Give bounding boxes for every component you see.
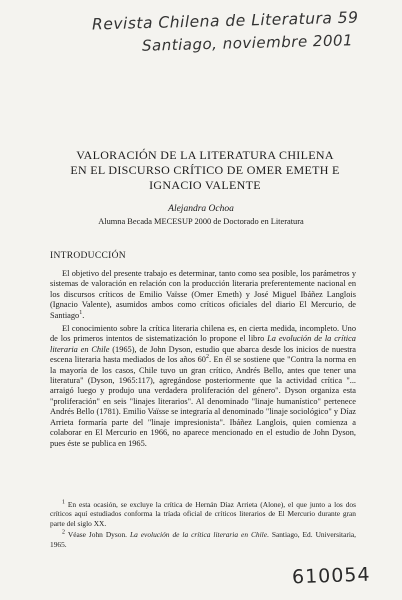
title-line: IGNACIO VALENTE: [149, 178, 261, 192]
paragraph-text: El conocimiento sobre la crítica literaria chilena es, en cierta medida, incompleto. Uno de los primeros intentos de sistematización lo propone el libro: [50, 324, 356, 344]
footnote-number: 2: [62, 529, 65, 536]
footnote-text: Véase John Dyson.: [67, 530, 130, 540]
paragraph-text: El objetivo del presente trabajo es determinar, tanto como sea posible, los parámetros y sistemas de valoración en relación con la producción literaria preferentemente nacional en los discursos críticos de Emilio Vaïsse (Omer Emeth) y José Miguel Ibáñez Langlois (Ignacio Valente), asumidos ambos como críticos oficiales del diario El Mercurio, de Santiago: [50, 269, 356, 320]
author-name: Alejandra Ochoa: [168, 204, 234, 214]
paragraph-text: . En él se sostiene que "Contra la norma en la mayoría de los casos, Chile tuvo un gran crítico, Andrés Bello, antes que tener una literatura" (Dyson, 1965:117), agregándose posteriormente que la actividad crítica "... arraigó luego y produjo una verdadera proliferación del género". Dyson organiza esta "proliferación" en seis "linajes literarios". Al denominado "linaje humanístico" pertenece Andrés Bello (1781). Emilio Vaïsse se integraría al denominado "linaje sociológico" y Díaz Arrieta formaría parte del "linaje impresionista". Ibáñez Langlois, quien comienza a colaborar en El Mercurio en 1966, no aparece mencionado en el estudio de John Dyson, pues éste se publica en 1965.: [50, 355, 356, 448]
paragraph: El objetivo del presente trabajo es determinar, tanto como sea posible, los parámetros y sistemas de valoración en relación con la producción literaria preferentemente nacional en los discursos críticos de Emilio Vaïsse (Omer Emeth) y José Miguel Ibáñez Langlois (Ignacio Valente), asumidos ambos como críticos oficiales del diario El Mercurio, de Santiago$^1$.: [50, 269, 356, 320]
footnote-ref: 2: [205, 354, 209, 361]
paragraph: [50, 324, 356, 449]
section-heading: INTRODUCCIÓN: [50, 251, 126, 261]
handwritten-source-note: Revista Chilena de Literatura 59: [91, 8, 359, 34]
handwritten-date-note: Santiago, noviembre 2001: [141, 31, 354, 55]
footnote: [50, 500, 356, 528]
book-title: La evolución de la crítica literaria en Chile: [129, 530, 268, 540]
footnote-ref: 1: [79, 309, 83, 316]
footnote-text: En esta ocasión, se excluye la crítica de Hernán Díaz Arrieta (Alone), el que junto a los dos críticos aquí estudiados conforma la tríada oficial de críticos literarios de El Mercurio durante gran parte del siglo XX.: [50, 500, 356, 528]
footnote: [50, 530, 356, 549]
footnote-text: . Santiago, Ed. Universitaria, 1965.: [50, 530, 357, 549]
title-line: EN EL DISCURSO CRÍTICO DE OMER EMETH E: [70, 163, 340, 177]
footnotes: [50, 500, 356, 549]
author-affiliation: Alumna Becada MECESUP 2000 de Doctorado en Literatura: [98, 217, 304, 226]
article-title: [60, 148, 350, 193]
paragraph-text: (1965), de John Dyson, estudio que abarca desde los inicios de nuestra escena literaria hasta mediados de los años 60: [50, 344, 356, 365]
footnote-number: 1: [62, 499, 65, 506]
book-title: La evolución de la crítica literaria en Chile: [50, 334, 356, 354]
body-text: [50, 269, 356, 449]
handwritten-catalog-number: 610054: [291, 563, 371, 589]
title-line: VALORACIÓN DE LA LITERATURA CHILENA: [76, 148, 334, 162]
